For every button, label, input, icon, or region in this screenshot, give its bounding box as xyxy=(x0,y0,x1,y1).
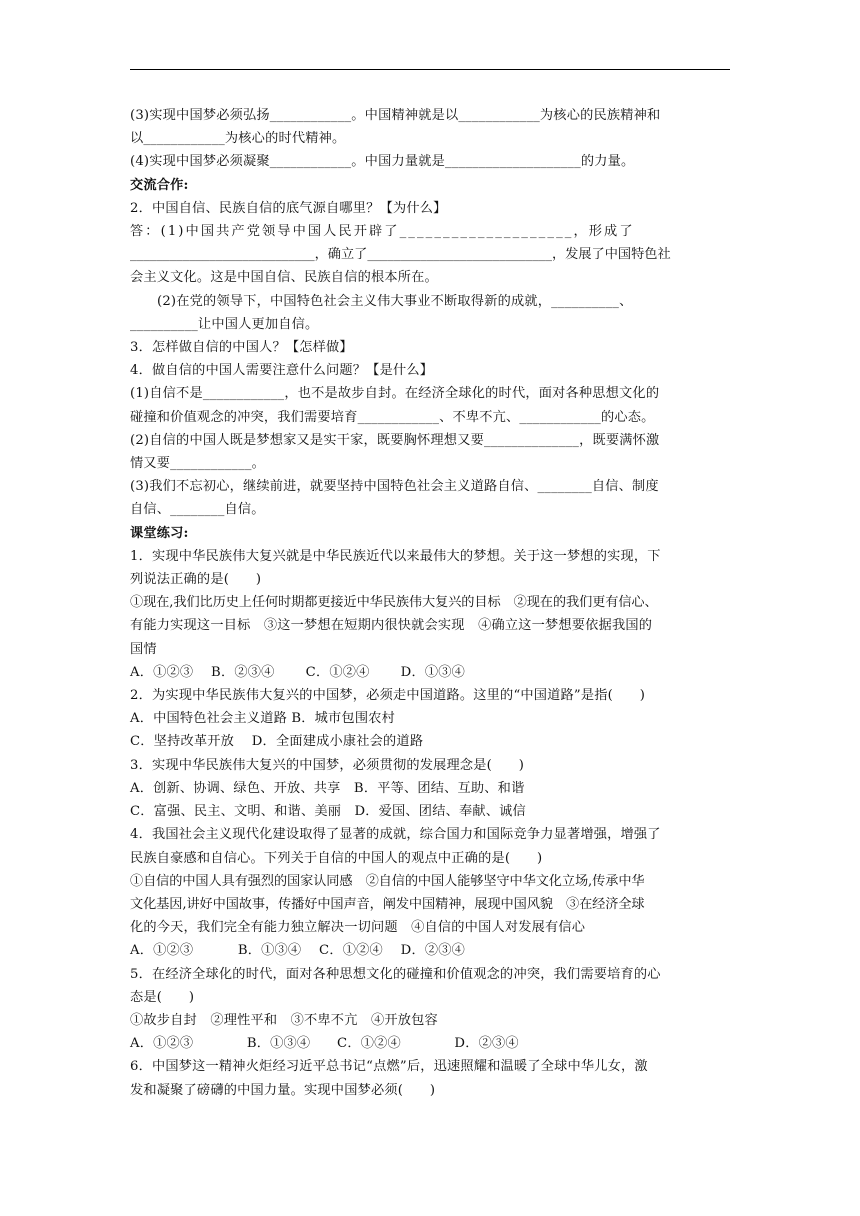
text-line: 国情 xyxy=(130,641,157,657)
question-line: 2．中国自信、民族自信的底气源自哪里？【为什么】 xyxy=(130,200,447,216)
text-line: (3)我们不忘初心，继续前进，就要坚持中国特色社会主义道路自信、________自信、制度 xyxy=(130,479,659,495)
text-line: (2)在党的领导下，中国特色社会主义伟大事业不断取得新的成就，__________、 xyxy=(157,293,633,309)
question-line: 4．我国社会主义现代化建设取得了显著的成就，综合国力和国际竞争力显著增强，增强了 xyxy=(130,827,661,843)
question-line: 1．实现中华民族伟大复兴就是中华民族近代以来最伟大的梦想。关于这一梦想的实现，下 xyxy=(130,548,661,564)
question-line: 3．怎样做自信的中国人？【怎样做】 xyxy=(130,340,353,356)
text-line: ①故步自封 ②理性平和 ③不卑不亢 ④开放包容 xyxy=(130,1012,438,1028)
text-line: ①现在,我们比历史上任何时期都更接近中华民族伟大复兴的目标 ②现在的我们更有信心、 xyxy=(130,595,658,611)
question-line: 4．做自信的中国人需要注意什么问题？【是什么】 xyxy=(130,363,434,379)
options-line: C．富强、民主、文明、和谐、美丽 D．爱国、团结、奉献、诚信 xyxy=(130,804,526,820)
text-line: 以____________为核心的时代精神。 xyxy=(130,131,346,147)
text-line: (3)实现中国梦必须弘扬____________。中国精神就是以____________为核心的民族精神和 xyxy=(130,108,661,123)
text-line: 答：(1)中国共产党领导中国人民开辟了____________________，形成了 xyxy=(130,224,635,240)
text-line: 文化基因,讲好中国故事，传播好中国声音，阐发中国精神，展现中国风貌 ③在经济全球 xyxy=(130,896,645,912)
document-body xyxy=(130,104,730,1102)
question-line: 态是( ) xyxy=(130,989,195,1005)
question-line: 2．为实现中华民族伟大复兴的中国梦，必须走中国道路。这里的“中国道路”是指( ) xyxy=(130,688,646,704)
text-line: __________让中国人更加自信。 xyxy=(130,316,319,332)
text-line: (1)自信不是____________，也不是故步自封。在经济全球化的时代，面对各种思想文化的 xyxy=(130,386,660,402)
question-line: 民族自豪感和自信心。下列关于自信的中国人的观点中正确的是( ) xyxy=(130,850,543,866)
options-line: A．①②③ B．②③④ C．①②④ D．①③④ xyxy=(130,664,465,680)
question-line: 列说法正确的是( ) xyxy=(130,572,262,588)
section-heading-exchange: 交流合作: xyxy=(130,177,189,193)
options-line: A．中国特色社会主义道路 B．城市包围农村 xyxy=(130,711,395,727)
question-line: 3．实现中华民族伟大复兴的中国梦，必须贯彻的发展理念是( ) xyxy=(130,757,525,773)
text-line: 会主义文化。这是中国自信、民族自信的根本所在。 xyxy=(130,270,438,286)
question-line: 6．中国梦这一精神火炬经习近平总书记“点燃”后，迅速照耀和温暖了全球中华儿女，激 xyxy=(130,1059,648,1075)
options-line: C．坚持改革开放 D．全面建成小康社会的道路 xyxy=(130,734,424,750)
text-line: 情又要____________。 xyxy=(130,456,266,472)
text-line: ____________________________，确立了____________________________，发展了中国特色社 xyxy=(130,247,671,263)
section-heading-practice: 课堂练习: xyxy=(130,525,189,541)
text-line: (2)自信的中国人既是梦想家又是实干家，既要胸怀理想又要______________，既要满怀激 xyxy=(130,432,660,448)
text-line: (4)实现中国梦必须凝聚____________。中国力量就是____________________的力量。 xyxy=(130,154,635,170)
options-line: A．①②③ B．①③④ C．①②④ D．②③④ xyxy=(130,1036,519,1052)
header-rule xyxy=(130,69,730,70)
options-line: A．①②③ B．①③④ C．①②④ D．②③④ xyxy=(130,943,465,959)
text-line: 化的今天，我们完全有能力独立解决一切问题 ④自信的中国人对发展有信心 xyxy=(130,920,586,936)
text-line: 有能力实现这一目标 ③这一梦想在短期内很快就会实现 ④确立这一梦想要依据我国的 xyxy=(130,618,653,634)
question-line: 发和凝聚了磅礴的中国力量。实现中国梦必须( ) xyxy=(130,1082,436,1098)
text-line: ①自信的中国人具有强烈的国家认同感 ②自信的中国人能够坚守中华文化立场,传承中华 xyxy=(130,873,645,889)
text-line: 自信、________自信。 xyxy=(130,502,265,518)
question-line: 5．在经济全球化的时代，面对各种思想文化的碰撞和价值观念的冲突，我们需要培育的心 xyxy=(130,966,661,982)
text-line: 碰撞和价值观念的冲突，我们需要培育____________、不卑不亢、____________的心态。 xyxy=(130,409,655,425)
options-line: A．创新、协调、绿色、开放、共享 B．平等、团结、互助、和谐 xyxy=(130,780,525,796)
